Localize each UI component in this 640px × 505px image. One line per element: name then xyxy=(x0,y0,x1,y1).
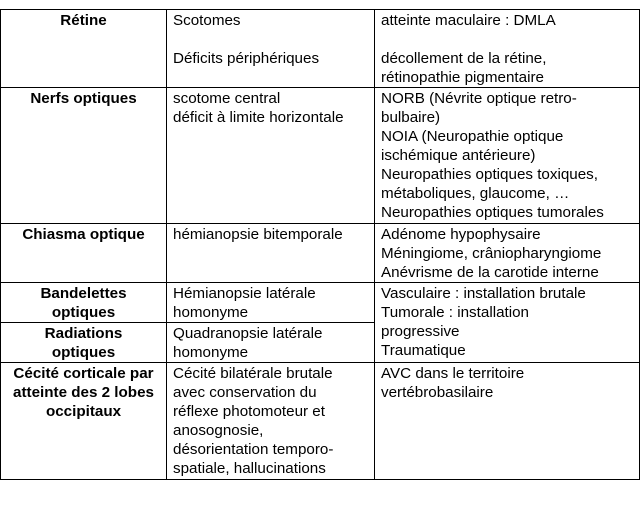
cause-line: Traumatique xyxy=(381,342,466,359)
deficit-cell xyxy=(167,88,375,224)
visual-pathway-table xyxy=(0,9,640,480)
table-row xyxy=(1,283,640,323)
causes-cell xyxy=(375,283,640,363)
cause-line: AVC dans le territoire xyxy=(381,365,525,382)
deficit-line: spatiale, hallucinations xyxy=(173,460,326,477)
deficit-line: Scotomes xyxy=(173,12,241,29)
deficit-line: scotome central xyxy=(173,90,281,107)
cause-line: atteinte maculaire : DMLA xyxy=(381,12,556,29)
deficit-line: avec conservation du xyxy=(173,384,317,401)
blank-line xyxy=(173,30,368,49)
cause-line: progressive xyxy=(381,323,460,340)
deficit-cell xyxy=(167,323,375,363)
deficit-line: déficit à limite horizontale xyxy=(173,109,344,126)
table-row xyxy=(1,363,640,480)
structure-cell xyxy=(1,323,167,363)
cause-line: Tumorale : installation xyxy=(381,304,530,321)
cause-line: rétinopathie pigmentaire xyxy=(381,69,544,86)
deficit-line: homonyme xyxy=(173,304,249,321)
structure-label: Cécité corticale par atteinte des 2 lobes occipitaux xyxy=(13,365,154,420)
causes-cell xyxy=(375,10,640,88)
deficit-cell xyxy=(167,224,375,283)
cause-line: bulbaire) xyxy=(381,109,441,126)
structure-label: Chiasma optique xyxy=(22,226,145,243)
table-row xyxy=(1,10,640,88)
cause-line: métaboliques, glaucome, … xyxy=(381,185,570,202)
structure-cell xyxy=(1,88,167,224)
table-row xyxy=(1,224,640,283)
causes-cell xyxy=(375,363,640,480)
structure-label: Nerfs optiques xyxy=(30,90,137,107)
deficit-line: réflexe photomoteur et xyxy=(173,403,325,420)
cause-line: NORB (Névrite optique retro- xyxy=(381,90,577,107)
cause-line: ischémique antérieure) xyxy=(381,147,536,164)
causes-cell xyxy=(375,88,640,224)
structure-cell xyxy=(1,224,167,283)
deficit-line: homonyme xyxy=(173,344,249,361)
structure-cell xyxy=(1,283,167,323)
cause-line: NOIA (Neuropathie optique xyxy=(381,128,564,145)
blank-line xyxy=(381,30,633,49)
table-row xyxy=(1,88,640,224)
deficit-cell xyxy=(167,363,375,480)
deficit-line: Quadranopsie latérale xyxy=(173,325,323,342)
structure-cell xyxy=(1,10,167,88)
cause-line: Neuropathies optiques toxiques, xyxy=(381,166,598,183)
cause-line: vertébrobasilaire xyxy=(381,384,494,401)
deficit-line: Hémianopsie latérale xyxy=(173,285,316,302)
structure-cell xyxy=(1,363,167,480)
cause-line: décollement de la rétine, xyxy=(381,50,547,67)
deficit-cell xyxy=(167,283,375,323)
cause-line: Neuropathies optiques tumorales xyxy=(381,204,604,221)
deficit-line: hémianopsie bitemporale xyxy=(173,226,343,243)
structure-label: Bandelettes optiques xyxy=(40,285,127,321)
deficit-line: Cécité bilatérale brutale xyxy=(173,365,333,382)
deficit-line: désorientation temporo- xyxy=(173,441,334,458)
cause-line: Anévrisme de la carotide interne xyxy=(381,264,599,281)
deficit-line: anosognosie, xyxy=(173,422,264,439)
deficit-cell xyxy=(167,10,375,88)
deficit-line: Déficits périphériques xyxy=(173,50,320,67)
cause-line: Adénome hypophysaire xyxy=(381,226,541,243)
cause-line: Vasculaire : installation brutale xyxy=(381,285,586,302)
cause-line: Méningiome, crâniopharyngiome xyxy=(381,245,602,262)
structure-label: Radiations optiques xyxy=(44,325,123,361)
structure-label: Rétine xyxy=(60,12,107,29)
causes-cell xyxy=(375,224,640,283)
